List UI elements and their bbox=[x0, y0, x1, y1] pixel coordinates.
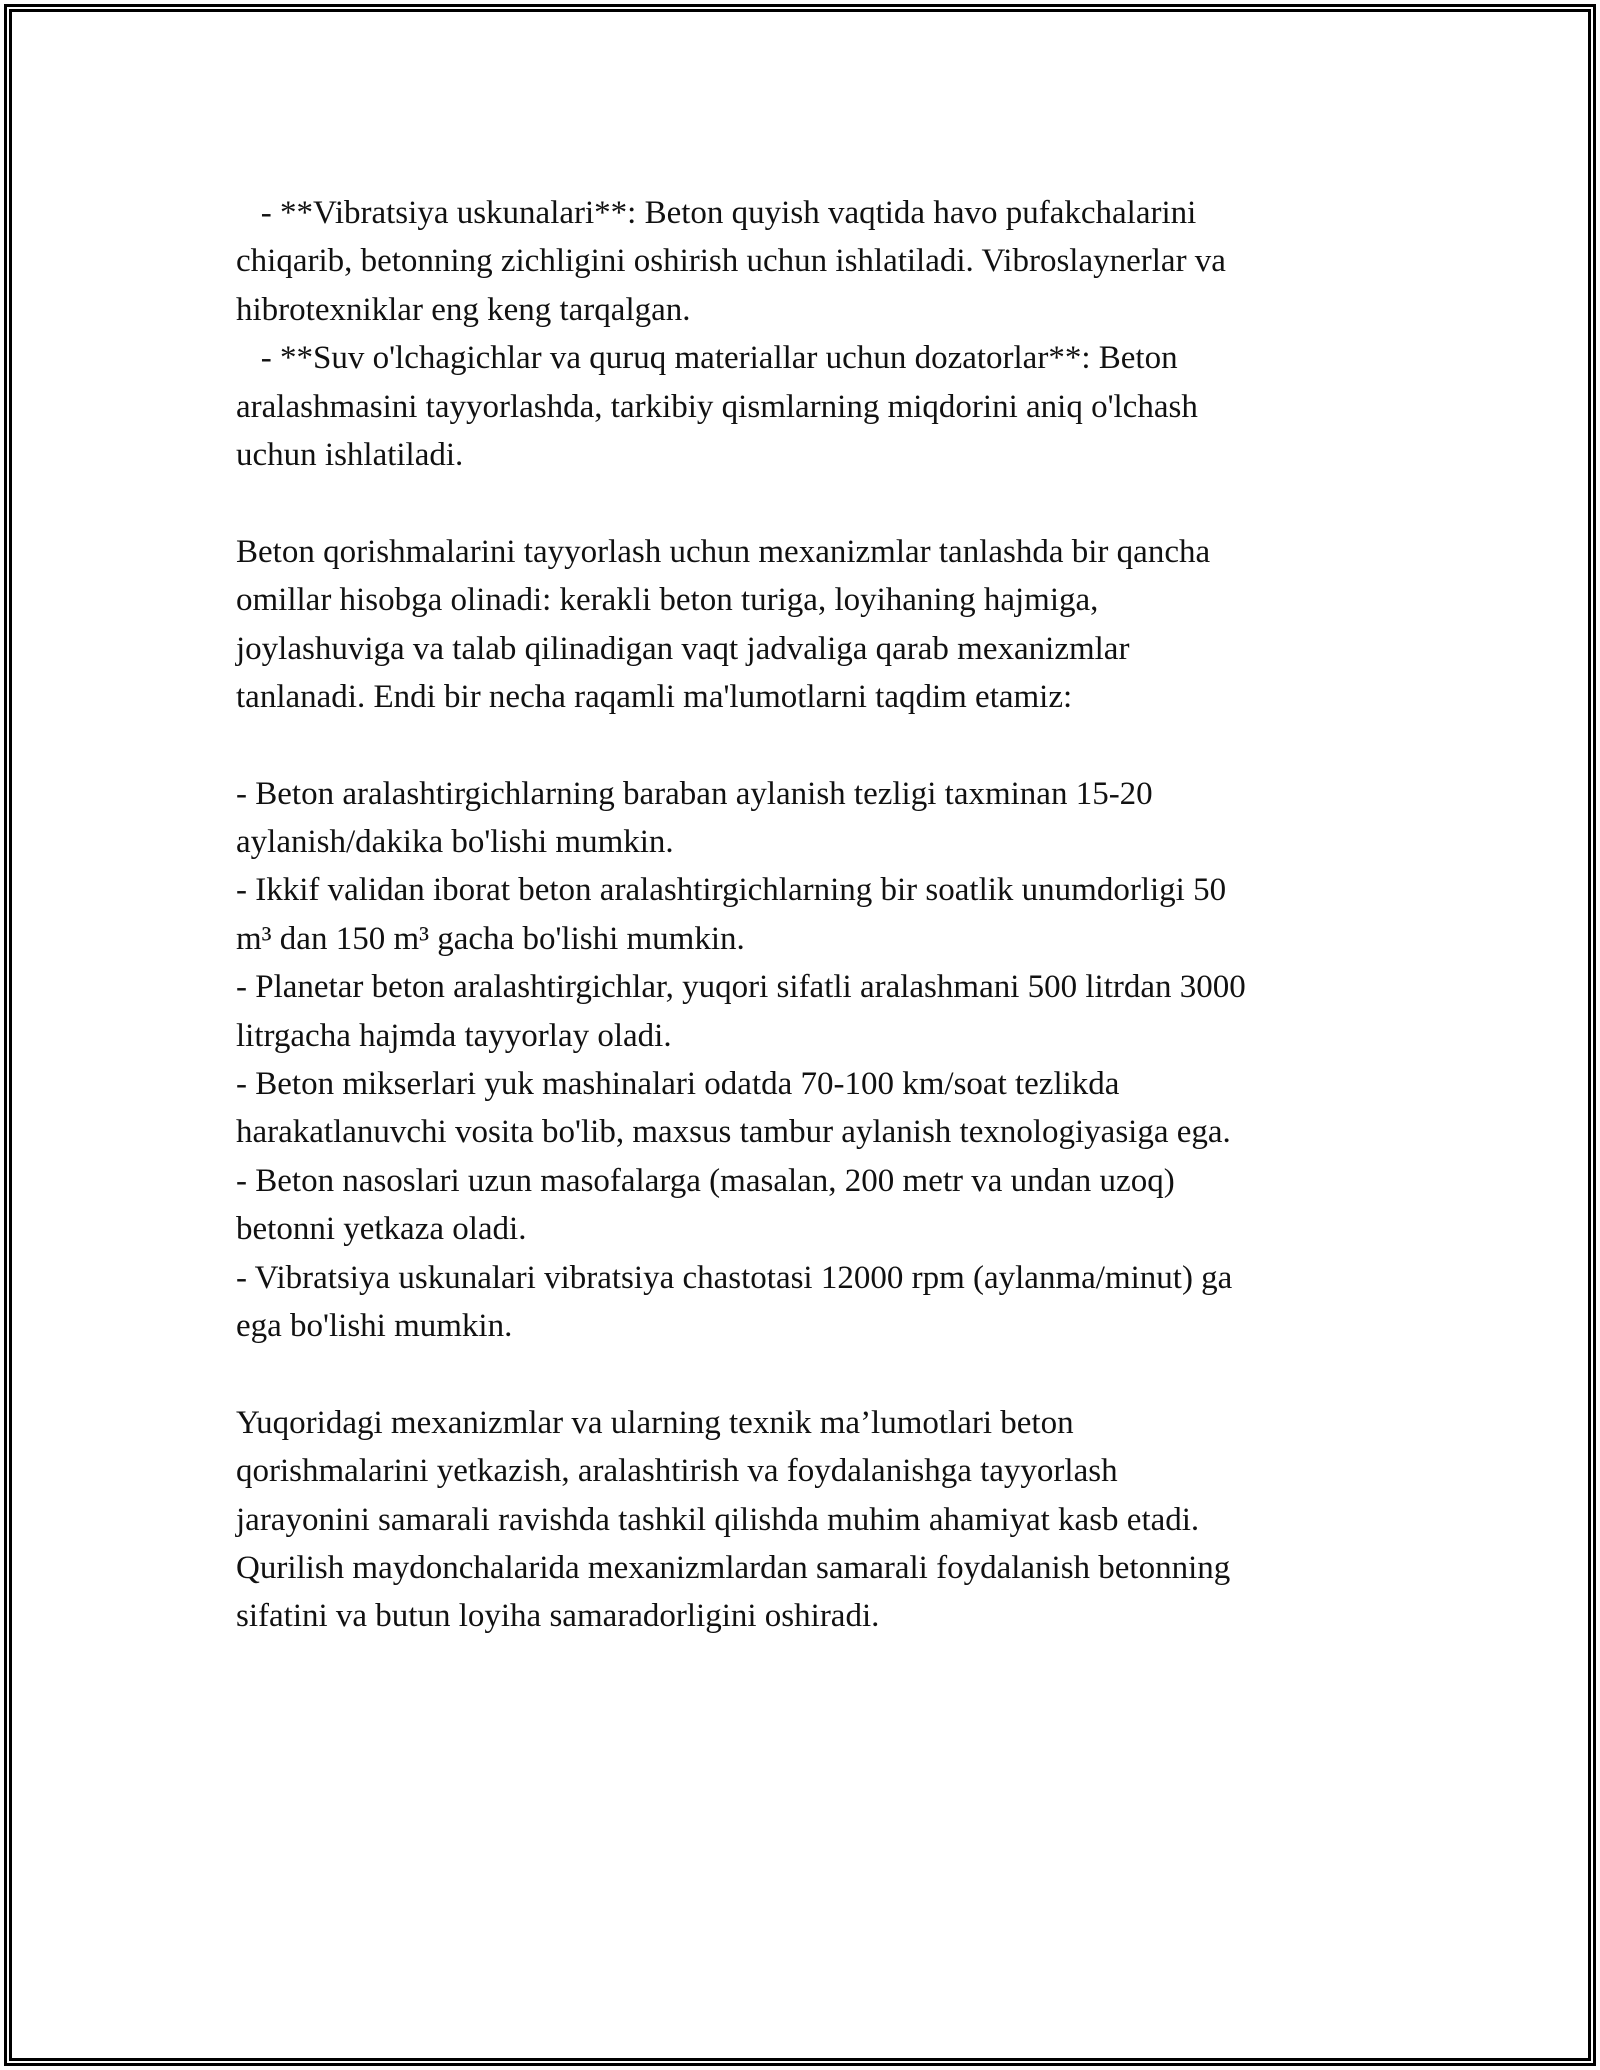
text-line: Beton qorishmalarini tayyorlash uchun mexanizmlar tanlashda bir qancha bbox=[236, 533, 1211, 570]
text-line: aylanish/dakika bo'lishi mumkin. bbox=[236, 824, 674, 861]
text-line: - Vibratsiya uskunalari vibratsiya chastotasi 12000 rpm (aylanma/minut) ga bbox=[236, 1259, 1233, 1296]
text-line: joylashuviga va talab qilinadigan vaqt jadvaliga qarab mexanizmlar bbox=[236, 630, 1130, 667]
paragraph-spacer bbox=[236, 479, 1366, 527]
paragraph-numeric-data bbox=[236, 770, 1366, 1351]
text-line: - **Vibratsiya uskunalari**: Beton quyish vaqtida havo pufakchalarini bbox=[236, 195, 1197, 231]
text-line: - **Suv o'lchagichlar va quruq materiallar uchun dozatorlar**: Beton bbox=[236, 340, 1178, 377]
text-line: litrgacha hajmda tayyorlay oladi. bbox=[236, 1017, 672, 1054]
text-line: hibrotexniklar eng keng tarqalgan. bbox=[236, 291, 691, 328]
text-line: - Planetar beton aralashtirgichlar, yuqori sifatli aralashmani 500 litrdan 3000 bbox=[236, 969, 1246, 1006]
text-line: - Ikkif validan iborat beton aralashtirgichlarning bir soatlik unumdorligi 50 bbox=[236, 872, 1227, 909]
text-line: - Beton mikserlari yuk mashinalari odatda 70-100 km/soat tezlikda bbox=[236, 1066, 1120, 1103]
text-line: tanlanadi. Endi bir necha raqamli ma'lumotlarni taqdim etamiz: bbox=[236, 678, 1073, 715]
text-line: Yuqoridagi mexanizmlar va ularning texnik ma’lumotlari beton bbox=[236, 1404, 1074, 1441]
text-line: qorishmalarini yetkazish, aralashtirish va foydalanishga tayyorlash bbox=[236, 1453, 1118, 1490]
text-line: Qurilish maydonchalarida mexanizmlardan samarali foydalanish betonning bbox=[236, 1549, 1231, 1586]
text-line: aralashmasini tayyorlashda, tarkibiy qismlarning miqdorini aniq o'lchash bbox=[236, 388, 1198, 425]
text-line: - Beton nasoslari uzun masofalarga (masalan, 200 metr va undan uzoq) bbox=[236, 1162, 1175, 1199]
text-line: sifatini va butun loyiha samaradorligini oshiradi. bbox=[236, 1598, 880, 1635]
text-line: - Beton aralashtirgichlarning baraban aylanish tezligi taxminan 15-20 bbox=[236, 775, 1153, 812]
paragraph-spacer bbox=[236, 1350, 1366, 1398]
text-line: m³ dan 150 m³ gacha bo'lishi mumkin. bbox=[236, 920, 745, 957]
paragraph-conclusion bbox=[236, 1399, 1366, 1641]
text-line: jarayonini samarali ravishda tashkil qilishda muhim ahamiyat kasb etadi. bbox=[236, 1501, 1200, 1538]
paragraph-equipment-list bbox=[236, 189, 1366, 479]
text-line: uchun ishlatiladi. bbox=[236, 436, 464, 473]
paragraph-spacer bbox=[236, 721, 1366, 769]
text-line: ega bo'lishi mumkin. bbox=[236, 1307, 513, 1344]
text-line: harakatlanuvchi vosita bo'lib, maxsus tambur aylanish texnologiyasiga ega. bbox=[236, 1114, 1231, 1151]
paragraph-selection-factors bbox=[236, 528, 1366, 722]
text-line: betonni yetkaza oladi. bbox=[236, 1211, 527, 1248]
document-body bbox=[236, 189, 1366, 1641]
text-line: omillar hisobga olinadi: kerakli beton turiga, loyihaning hajmiga, bbox=[236, 582, 1099, 619]
text-line: chiqarib, betonning zichligini oshirish uchun ishlatiladi. Vibroslaynerlar va bbox=[236, 243, 1226, 280]
